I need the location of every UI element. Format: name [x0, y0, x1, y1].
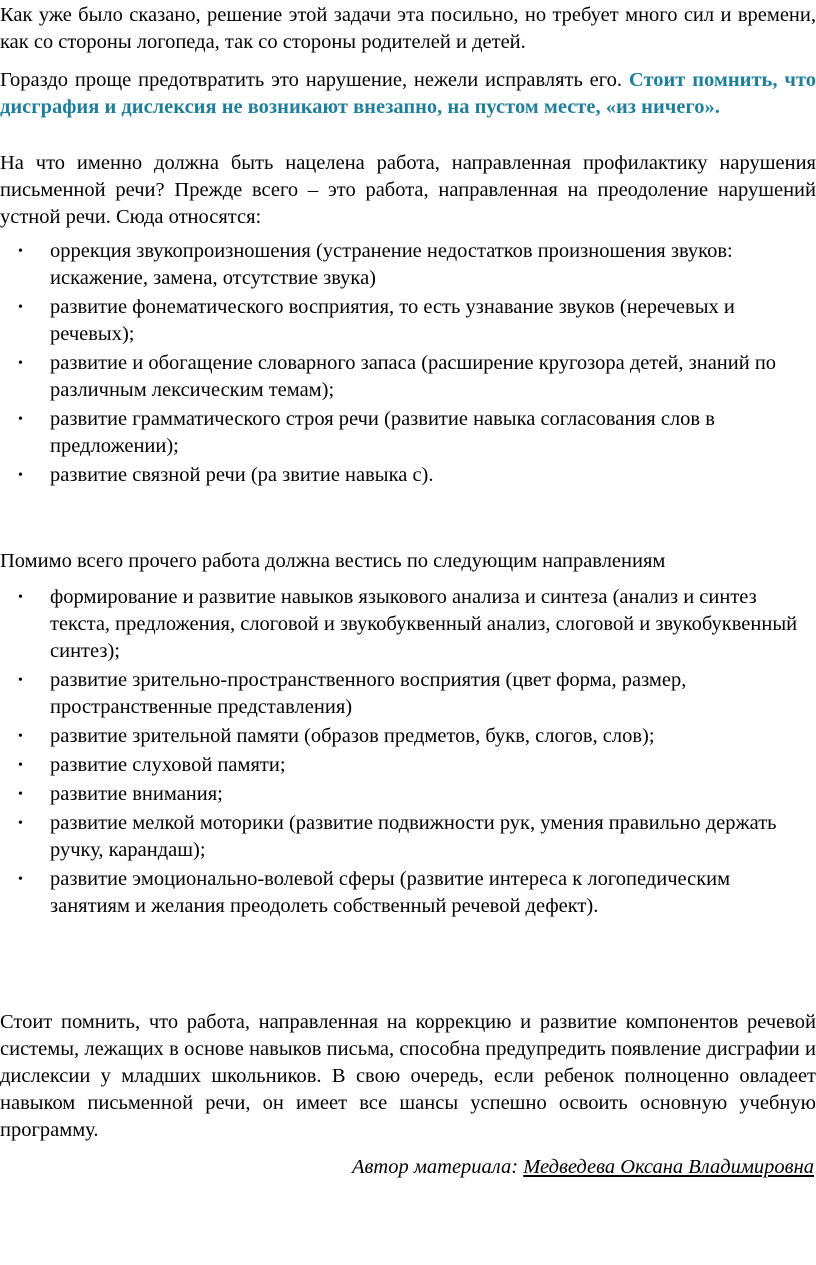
paragraph-intro: Как уже было сказано, решение этой задачи эта посильно, но требует много сил и времени, как со стороны логопеда, так со стороны родителей и детей.	[0, 4, 816, 53]
directions-list	[0, 584, 816, 920]
bullet-icon: •	[18, 816, 23, 831]
list-item-text: развитие мелкой моторики (развитие подвижности рук, умения правильно держать ручку, карандаш);	[50, 812, 777, 861]
list-item-text: развитие грамматического строя речи (развитие навыка согласования слов в предложении);	[50, 408, 715, 457]
list-item-text: развитие и обогащение словарного запаса (расширение кругозора детей, знаний по различным лексическим темам);	[50, 352, 777, 401]
author-label: Автор материала:	[351, 1156, 524, 1178]
list-item-text: развитие зрительно-пространственного восприятия (цвет форма, размер, пространственные представления)	[50, 669, 687, 718]
list-item	[0, 752, 816, 779]
list-item	[0, 406, 816, 460]
list-item-text: развитие связной речи (ра звитие навыка с).	[50, 464, 434, 486]
bullet-icon: •	[18, 244, 23, 259]
paragraph-prevention	[0, 67, 816, 121]
paragraph-prevention-text: Гораздо проще предотвратить это нарушение, нежели исправлять его.	[0, 69, 629, 91]
bullet-icon: •	[18, 300, 23, 315]
list-item-text: развитие внимания;	[50, 783, 223, 805]
list-item-text: формирование и развитие навыков языкового анализа и синтеза (анализ и синтез текста, предложения, слоговой и звукобуквенный анализ, слоговой и звукобуквенный синтез);	[50, 586, 798, 662]
bullet-icon: •	[18, 758, 23, 773]
bullet-icon: •	[18, 872, 23, 887]
bullet-icon: •	[18, 590, 23, 605]
list-item-text: оррекция звукопроизношения (устранение недостатков произношения звуков: искажение, замена, отсутствие звука)	[50, 240, 733, 289]
paragraph-question: На что именно должна быть нацелена работа, направленная профилактику нарушения письменной речи? Прежде всего – это работа, направленная на преодоление нарушений устной речи. Сюда относятся:	[0, 152, 816, 228]
list-item	[0, 584, 816, 665]
list-item	[0, 350, 816, 404]
list-item	[0, 866, 816, 920]
list-item-text: развитие фонематического восприятия, то есть узнавание звуков (неречевых и речевых);	[50, 296, 735, 345]
list-item	[0, 462, 816, 489]
bullet-icon: •	[18, 729, 23, 744]
list-item	[0, 294, 816, 348]
highlighted-statement: Стоит помнить, что дисграфия и дислексия не возникают внезапно, на пустом месте, «из ничего».	[0, 69, 816, 118]
list-item-text: развитие эмоционально-волевой сферы (развитие интереса к логопедическим занятиям и желания преодолеть собственный речевой дефект).	[50, 868, 731, 917]
bullet-icon: •	[18, 787, 23, 802]
list-item	[0, 810, 816, 864]
list-item	[0, 723, 816, 750]
list-item-text: развитие зрительной памяти (образов предметов, букв, слогов, слов);	[50, 725, 655, 747]
list-item	[0, 667, 816, 721]
bullet-icon: •	[18, 412, 23, 427]
paragraph-conclusion: Стоит помнить, что работа, направленная на коррекцию и развитие компонентов речевой системы, лежащих в основе навыков письма, способна предупредить появление дисграфии и дислексии у младших школьников. В свою очередь, если ребенок полноценно овладеет навыком письменной речи, он имеет все шансы успешно освоить основную учебную программу.	[0, 1011, 816, 1141]
list-item-text: развитие слуховой памяти;	[50, 754, 286, 776]
paragraph-directions: Помимо всего прочего работа должна вестись по следующим направлениям	[0, 550, 666, 572]
bullet-icon: •	[18, 673, 23, 688]
author-name: Медведева Оксана Владимировна	[523, 1156, 814, 1178]
bullet-icon: •	[18, 356, 23, 371]
list-item	[0, 238, 816, 292]
bullet-icon: •	[18, 468, 23, 483]
list-item	[0, 781, 816, 808]
oral-speech-list	[0, 238, 816, 489]
author-credit	[352, 1154, 814, 1181]
